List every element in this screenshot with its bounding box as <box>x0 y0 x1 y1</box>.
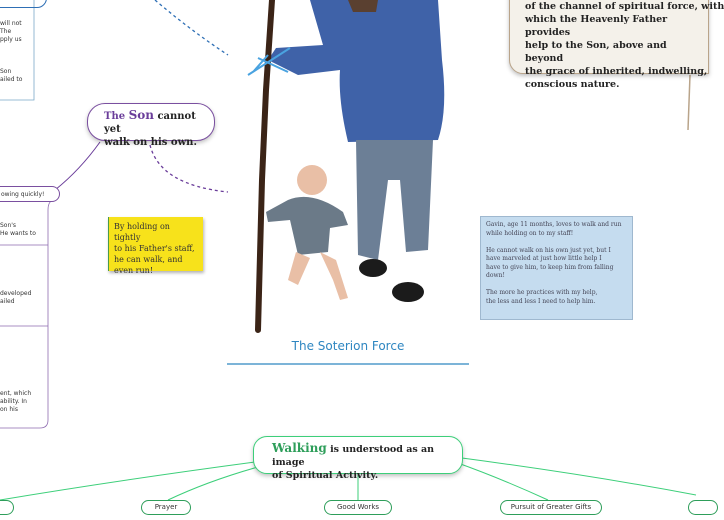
father-son-illustration <box>228 0 458 340</box>
blue-line-5: have marveled at just how little help I <box>486 255 602 262</box>
father-hoodie <box>268 0 444 142</box>
left-branch-ticks <box>0 245 48 326</box>
node-prayer[interactable] <box>141 500 191 515</box>
son-prefix: The <box>104 111 129 122</box>
blue-line-7: down! <box>486 272 505 279</box>
father-left-shoe <box>359 259 387 277</box>
fragment-developed: developed ailed <box>0 290 32 305</box>
walking-bubble[interactable] <box>253 436 463 481</box>
yellow-line-4: even run! <box>114 266 154 275</box>
fragment-sons: Son's He wants to <box>0 222 36 237</box>
blue-spacer-1 <box>486 238 627 247</box>
yellow-line-2: to his Father's staff, <box>114 244 195 253</box>
partial-bubble-top-left <box>0 0 47 8</box>
son-highlight: Son <box>128 108 154 122</box>
blue-line-6: have to give him, to keep him from falling <box>486 263 614 271</box>
partial-node-right[interactable] <box>688 500 718 515</box>
dotted-connector-top <box>155 0 228 55</box>
fragment-ability: ent, which ability. In on his <box>0 390 32 413</box>
walking-highlight: Walking <box>272 441 327 455</box>
yellow-line-3: he can walk, and <box>114 255 183 264</box>
walking-line2: of Spiritual Activity. <box>272 470 379 481</box>
father-right-shoe <box>392 282 424 302</box>
branch-left <box>0 462 255 500</box>
center-caption: The Soterion Force <box>291 339 405 353</box>
blue-line-4: He cannot walk on his own just yet, but I <box>486 246 611 254</box>
father-jeans <box>356 140 433 260</box>
son-suffix: cannot yet <box>104 111 196 135</box>
note-line-2: which the Heavenly Father provides <box>525 14 668 38</box>
growing-label: owing quickly! <box>1 191 45 198</box>
growing-node[interactable] <box>0 186 60 202</box>
yellow-line-1: By holding on tightly <box>114 222 170 242</box>
walking-rest: is understood as an image <box>272 444 435 468</box>
baby-legs <box>288 252 348 300</box>
yellow-sticky-note[interactable] <box>108 217 203 275</box>
top-right-note[interactable] <box>509 0 724 90</box>
son-line2: walk on his own. <box>104 137 197 148</box>
left-branch-top <box>0 0 34 100</box>
blue-line-1: Gavin, age 11 months, loves to walk and run <box>486 221 622 228</box>
note-line-3: help to the Son, above and beyond <box>525 40 667 64</box>
node-good-works[interactable] <box>324 500 392 515</box>
son-to-growing-line <box>55 142 100 190</box>
baby-shirt <box>266 197 348 255</box>
blue-spacer-2 <box>486 281 627 290</box>
prayer-label: Prayer <box>154 503 178 511</box>
baby-head <box>297 165 327 195</box>
greater-gifts-label: Pursuit of Greater Gifts <box>510 503 592 511</box>
fragment-mid: Son ailed to <box>0 68 23 83</box>
father-beard <box>348 0 378 12</box>
branch-prayer <box>168 465 265 500</box>
blue-line-10: the less and less I need to help him. <box>486 297 596 305</box>
note-line-1: of the channel of spiritual force, with <box>525 1 724 12</box>
blue-line-2: while holding on to my staff! <box>486 229 574 237</box>
node-greater-gifts[interactable] <box>500 500 602 515</box>
blue-line-9: The more he practices with my help, <box>486 289 598 296</box>
blue-note[interactable] <box>480 216 633 320</box>
dotted-connector-son <box>150 145 228 192</box>
branch-right <box>462 458 696 495</box>
good-works-label: Good Works <box>336 503 380 511</box>
note-line-5: conscious nature. <box>525 79 620 90</box>
fragment-top: will not The pply us <box>0 20 22 43</box>
note-line-4: the grace of inherited, indwelling, <box>525 66 708 77</box>
son-bubble[interactable] <box>87 103 215 148</box>
wooden-staff <box>258 0 272 330</box>
